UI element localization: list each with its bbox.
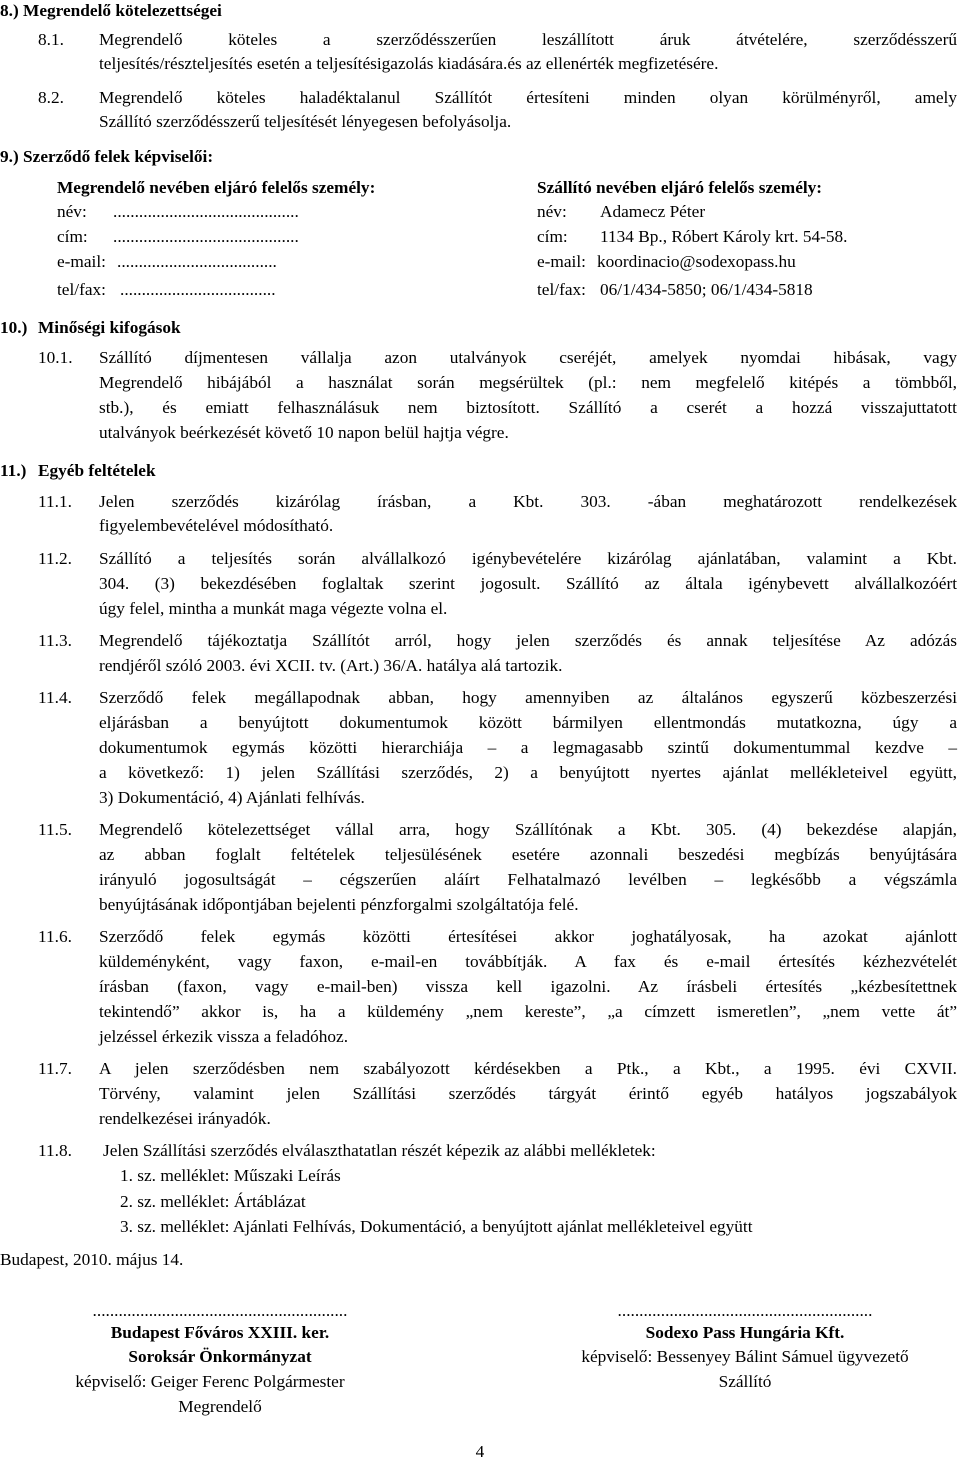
section-10-number: 10.) (0, 318, 28, 337)
clause-11-1-line: Jelen szerződés kizárólag írásban, a Kbt. 303. -ában meghatározott rendelkezések (99, 492, 957, 511)
clause-11-3-number: 11.3. (38, 631, 72, 650)
clause-11-4-line: eljárásban a benyújtott dokumentumok között bármilyen ellentmondás mutatkozna, úgy a (99, 713, 957, 732)
annex-item: 1. sz. melléklet: Műszaki Leírás (120, 1166, 341, 1185)
customer-rep-title: Megrendelő nevében eljáró felelős személy: (57, 178, 376, 197)
clause-11-7-line: rendelkezései irányadók. (99, 1109, 271, 1128)
clause-11-6-line: jelzéssel érkezik vissza a feladóhoz. (99, 1027, 349, 1046)
clause-11-8-number: 11.8. (38, 1141, 72, 1160)
supplier-representative: képviselő: Bessenyey Bálint Sámuel ügyvezető (581, 1347, 909, 1366)
supplier-address-value: 1134 Bp., Róbert Károly krt. 54-58. (600, 227, 848, 246)
supplier-telfax-label: tel/fax: (537, 280, 586, 299)
supplier-rep-title: Szállító nevében eljáró felelős személy: (537, 178, 823, 197)
supplier-address-label: cím: (537, 227, 568, 246)
supplier-name-label: név: (537, 202, 567, 221)
section-9-heading: 9.) Szerződő felek képviselői: (0, 147, 214, 166)
signature-line: ........................................................... (92, 1301, 348, 1320)
clause-10-1-line: stb.), és emiatt felhasználásuk nem biztosított. Szállító a cserét a hozzá visszajuttatott (99, 398, 957, 417)
clause-11-6-line: írásban (faxon, vagy e-mail-ben) vissza kell igazolni. Az írásbeli értesítés „kézbesítettnek (99, 977, 957, 996)
customer-telfax-label: tel/fax: (57, 280, 106, 299)
clause-11-4-line: Szerződő felek megállapodnak abban, hogy amennyiben az általános egyszerű közbeszerzési (99, 688, 957, 707)
supplier-email-value: koordinacio@sodexopass.hu (597, 252, 796, 271)
clause-8-1-number: 8.1. (38, 30, 64, 49)
supplier-telfax-value: 06/1/434-5850; 06/1/434-5818 (600, 280, 813, 299)
clause-11-2-line: úgy felel, mintha a munkát maga végezte volna el. (99, 599, 448, 618)
clause-11-7-number: 11.7. (38, 1059, 72, 1078)
clause-8-2-line: Szállító szerződésszerű teljesítését lényegesen befolyásolja. (99, 112, 512, 131)
customer-email-value: ..................................... (117, 252, 277, 271)
clause-11-6-line: tekintendő” akkor is, ha a küldemény „nem kereste”, „a címzett ismeretlen”, „nem vette át” (99, 1002, 957, 1021)
clause-8-1-line: teljesítés/részteljesítés esetén a teljesítésigazolás kiadására.és az ellenérték megfizetésére. (99, 54, 719, 73)
signature-line: ........................................................... (617, 1301, 873, 1320)
clause-11-5-number: 11.5. (38, 820, 72, 839)
annex-item: 3. sz. melléklet: Ajánlati Felhívás, Dokumentáció, a benyújtott ajánlat mellékleteivel együtt (120, 1217, 753, 1236)
clause-11-5-line: Megrendelő kötelezettséget vállal arra, hogy Szállítónak a Kbt. 305. (4) bekezdése alapján, (99, 820, 957, 839)
clause-11-6-number: 11.6. (38, 927, 72, 946)
supplier-email-label: e-mail: (537, 252, 586, 271)
clause-10-1-line: Szállító díjmentesen vállalja azon utalványok cseréjét, amelyek nyomdai hibásak, vagy (99, 348, 957, 367)
clause-11-7-line: A jelen szerződésben nem szabályozott kérdésekben a Ptk., a Kbt., a 1995. évi CXVII. (99, 1059, 957, 1078)
clause-11-1-line: figyelembevételével módosítható. (99, 516, 334, 535)
clause-10-1-line: Megrendelő hibájából a használat során megsérültek (pl.: nem megfelelő kitépés a tömbből, (99, 373, 957, 392)
customer-name-value: ........................................... (113, 202, 299, 221)
customer-org-line: Soroksár Önkormányzat (128, 1347, 312, 1366)
clause-11-3-line: Megrendelő tájékoztatja Szállítót arról, hogy jelen szerződés és annak teljesítése Az adózás (99, 631, 957, 650)
clause-11-5-line: irányuló jogosultságát – cégszerűen aláírt Felhatalmazó levélben – legkésőbb a végszámla (99, 870, 957, 889)
clause-11-7-line: Törvény, valamint jelen Szállítási szerződés tárgyát érintő egyéb hatályos jogszabályok (99, 1084, 957, 1103)
clause-10-1-line: utalványok beérkezését követő 10 napon belül hajtja végre. (99, 423, 509, 442)
clause-11-2-number: 11.2. (38, 549, 72, 568)
customer-telfax-value: .................................... (120, 280, 276, 299)
clause-11-6-line: Szerződő felek egymás közötti értesítései akkor joghatályosak, ha azokat ajánlott (99, 927, 957, 946)
clause-8-1-line: Megrendelő köteles a szerződésszerűen leszállított áruk átvételére, szerződésszerű (99, 30, 957, 49)
section-11-number: 11.) (0, 461, 27, 480)
supplier-name-value: Adamecz Péter (600, 202, 706, 221)
clause-11-2-line: 304. (3) bekezdésében foglaltak szerint jogosult. Szállító az általa igénybevett alvállalkozóért (99, 574, 957, 593)
clause-11-1-number: 11.1. (38, 492, 72, 511)
section-10-heading: Minőségi kifogások (38, 318, 181, 337)
customer-email-label: e-mail: (57, 252, 106, 271)
clause-11-4-line: dokumentumok egymás közötti hierarchiája – a legmagasabb szintű dokumentummal kezdve – (99, 738, 957, 757)
clause-11-6-line: küldeményként, vagy faxon, e-mail-en továbbítják. A fax és e-mail értesítés kézhezvételét (99, 952, 957, 971)
clause-11-5-line: benyújtásának időpontjában bejelenti pénzforgalmi szolgáltatója felé. (99, 895, 579, 914)
customer-org-line: Budapest Főváros XXIII. ker. (110, 1323, 330, 1342)
page-number: 4 (475, 1442, 485, 1461)
place-and-date: Budapest, 2010. május 14. (0, 1250, 184, 1269)
clause-8-2-number: 8.2. (38, 88, 64, 107)
customer-name-label: név: (57, 202, 87, 221)
clause-11-8-line: Jelen Szállítási szerződés elválaszthatatlan részét képezik az alábbi mellékletek: (103, 1141, 656, 1160)
annex-item: 2. sz. melléklet: Ártáblázat (120, 1192, 306, 1211)
clause-10-1-number: 10.1. (38, 348, 73, 367)
supplier-role: Szállító (718, 1372, 772, 1391)
section-8-heading: 8.) Megrendelő kötelezettségei (0, 1, 222, 20)
clause-11-5-line: az abban foglalt feltételek teljesülésének esetére azonnali beszedési megbízás benyújtására (99, 845, 957, 864)
section-11-heading: Egyéb feltételek (38, 461, 156, 480)
clause-11-4-number: 11.4. (38, 688, 72, 707)
customer-role: Megrendelő (178, 1397, 262, 1416)
supplier-org-line: Sodexo Pass Hungária Kft. (645, 1323, 845, 1342)
customer-address-label: cím: (57, 227, 88, 246)
clause-11-4-line: a következő: 1) jelen Szállítási szerződés, 2) a benyújtott nyertes ajánlat mellékleteivel együtt, (99, 763, 957, 782)
clause-11-3-line: rendjéről szóló 2003. évi XCII. tv. (Art.) 36/A. hatálya alá tartozik. (99, 656, 563, 675)
clause-8-2-line: Megrendelő köteles haladéktalanul Szállítót értesíteni minden olyan körülményről, amely (99, 88, 957, 107)
clause-11-2-line: Szállító a teljesítés során alvállalkozó igénybevételére kizárólag ajánlatában, valamint a Kbt. (99, 549, 957, 568)
clause-11-4-line: 3) Dokumentáció, 4) Ajánlati felhívás. (99, 788, 365, 807)
customer-representative: képviselő: Geiger Ferenc Polgármester (75, 1372, 345, 1391)
customer-address-value: ........................................... (113, 227, 299, 246)
